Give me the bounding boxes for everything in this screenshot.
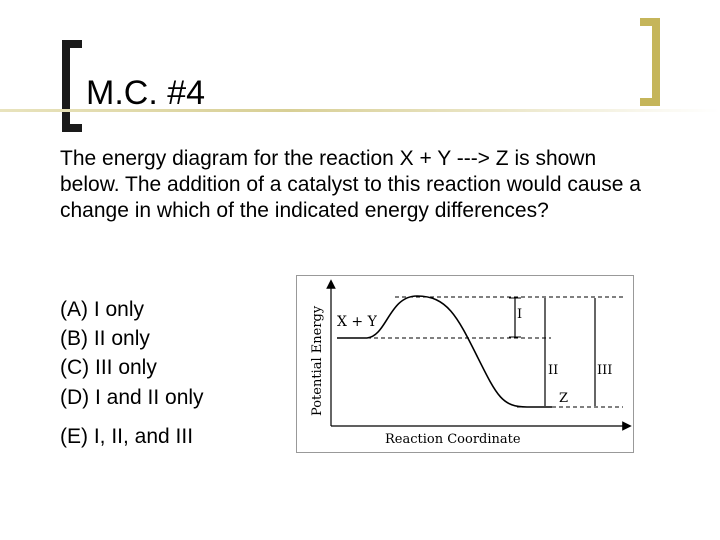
marker-I-label: I	[517, 307, 523, 322]
choice-b: (B) II only	[60, 327, 150, 350]
right-bracket-icon	[652, 18, 660, 106]
reactant-label: X + Y	[337, 314, 377, 330]
choice-c: (C) III only	[60, 356, 157, 379]
marker-II-label: II	[548, 363, 559, 378]
left-bracket-bottom	[62, 124, 82, 132]
y-axis-label: Potential Energy	[310, 305, 325, 416]
choice-e: (E) I, II, and III	[60, 425, 194, 448]
question-text: The energy diagram for the reaction X + Y ---> Z is shown below. The addition of a catalyst to this reaction would cause a change in which of the indicated energy differences?	[60, 147, 641, 222]
slide-title: M.C. #4	[86, 74, 206, 112]
marker-III-label: III	[597, 363, 613, 378]
left-bracket-top	[62, 40, 82, 48]
right-bracket-bottom	[640, 98, 660, 106]
product-label: Z	[559, 391, 569, 406]
choice-a: (A) I only	[60, 298, 145, 321]
choice-d: (D) I and II only	[60, 386, 204, 409]
energy-diagram	[296, 275, 634, 453]
energy-diagram-svg	[297, 276, 633, 452]
right-bracket-top	[640, 18, 660, 26]
x-axis-label: Reaction Coordinate	[385, 432, 521, 447]
left-bracket-icon	[62, 40, 70, 132]
